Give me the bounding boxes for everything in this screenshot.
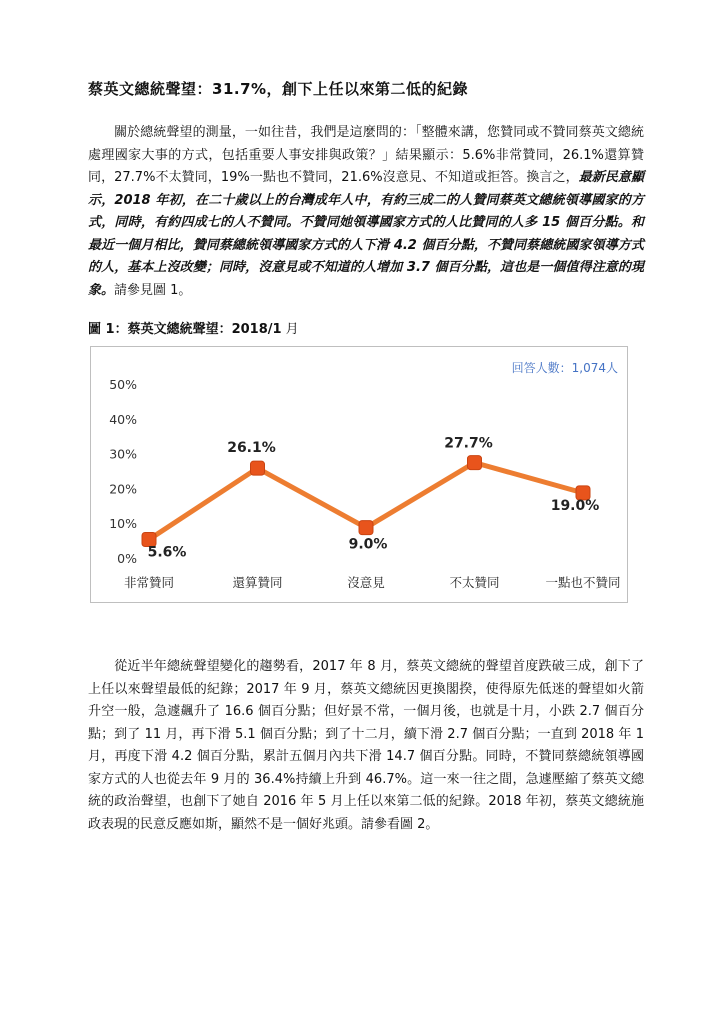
paragraph-2 xyxy=(88,656,644,836)
figure-caption-light: 月 xyxy=(281,322,299,337)
data-point-marker xyxy=(251,461,265,475)
respondent-count-annotation: 回答人數：1,074人 xyxy=(511,361,618,375)
y-tick-label: 50% xyxy=(109,377,137,392)
section-title: 蔡英文總統聲望：31.7%，創下上任以來第二低的紀錄 xyxy=(88,80,469,98)
data-label: 26.1% xyxy=(227,440,276,457)
x-category-label: 還算贊同 xyxy=(232,575,283,590)
figure-caption xyxy=(88,318,299,337)
data-label: 9.0% xyxy=(348,536,388,553)
data-point-marker xyxy=(468,456,482,470)
approval-chart-svg xyxy=(91,347,629,604)
data-label: 5.6% xyxy=(147,544,187,561)
approval-chart xyxy=(90,346,628,603)
paragraph-1-tail: 請參見圖 1。 xyxy=(114,282,192,298)
x-category-label: 非常贊同 xyxy=(123,575,175,590)
x-category-label: 不太贊同 xyxy=(449,575,500,590)
data-point-marker xyxy=(359,521,373,535)
data-label: 19.0% xyxy=(550,497,600,514)
paragraph-1 xyxy=(88,122,644,302)
y-tick-label: 30% xyxy=(109,446,137,462)
x-category-label: 沒意見 xyxy=(347,575,385,590)
x-category-label: 一點也不贊同 xyxy=(545,575,621,590)
paragraph-1-lead: 關於總統聲望的測量，一如往昔，我們是這麼問的：「整體來講，您贊同或不贊同蔡英文總統處理國家大事的方式，包括重要人事安排與政策？」結果顯示：5.6%非常贊同，26.1%還算贊同，27.7%不太贊同，19%一點也不贊同，21.6%沒意見、不知道或拒答。換言之， xyxy=(88,125,644,185)
paragraph-1-emphasis: 最新民意顯示，2018 年初，在二十歲以上的台灣成年人中，有約三成二的人贊同蔡英文總統領導國家的方式，同時，有約四成七的人不贊同。不贊同她領導國家方式的人比贊同的人多 15 個百分點。和最近一個月相比，贊同蔡總統領導國家方式的人下滑 4.2 個百分點，不贊同蔡總統國家領導方式的人，基本上沒改變；同時，沒意見或不知道的人增加 3.7 個百分點，這也是一個值得注意的現象。 xyxy=(88,170,644,298)
figure-caption-bold: 圖 1：蔡英文總統聲望：2018/1 xyxy=(88,322,282,337)
data-label: 27.7% xyxy=(444,435,493,452)
y-tick-label: 20% xyxy=(109,481,137,497)
paragraph-2-text: 從近半年總統聲望變化的趨勢看，2017 年 8 月，蔡英文總統的聲望首度跌破三成，創下了上任以來聲望最低的紀錄；2017 年 9 月，蔡英文總統因更換閣揆，使得原先低迷的聲望如火箭升空一般，急遽飆升了 16.6 個百分點；但好景不常，一個月後，也就是十月，小跌 2.7 個百分點；到了 11 月，再下滑 5.1 個百分點；到了十二月，續下滑 2.7 個百分點；一直到 2018 年 1 月，再度下滑 4.2 個百分點，累計五個月內共下滑 14.7 個百分點。同時，不贊同蔡總統領導國家方式的人也從去年 9 月的 36.4%持續上升到 46.7%。這一來一往之間，急遽壓縮了蔡英文總統的政治聲望，也創下了她自 2016 年 5 月上任以來第二低的紀錄。2018 年初，蔡英文總統施政表現的民意反應如斯，顯然不是一個好兆頭。請參看圖 2。 xyxy=(88,659,644,832)
y-tick-label: 0% xyxy=(117,551,137,566)
y-tick-label: 40% xyxy=(109,411,137,427)
y-tick-label: 10% xyxy=(109,516,137,532)
